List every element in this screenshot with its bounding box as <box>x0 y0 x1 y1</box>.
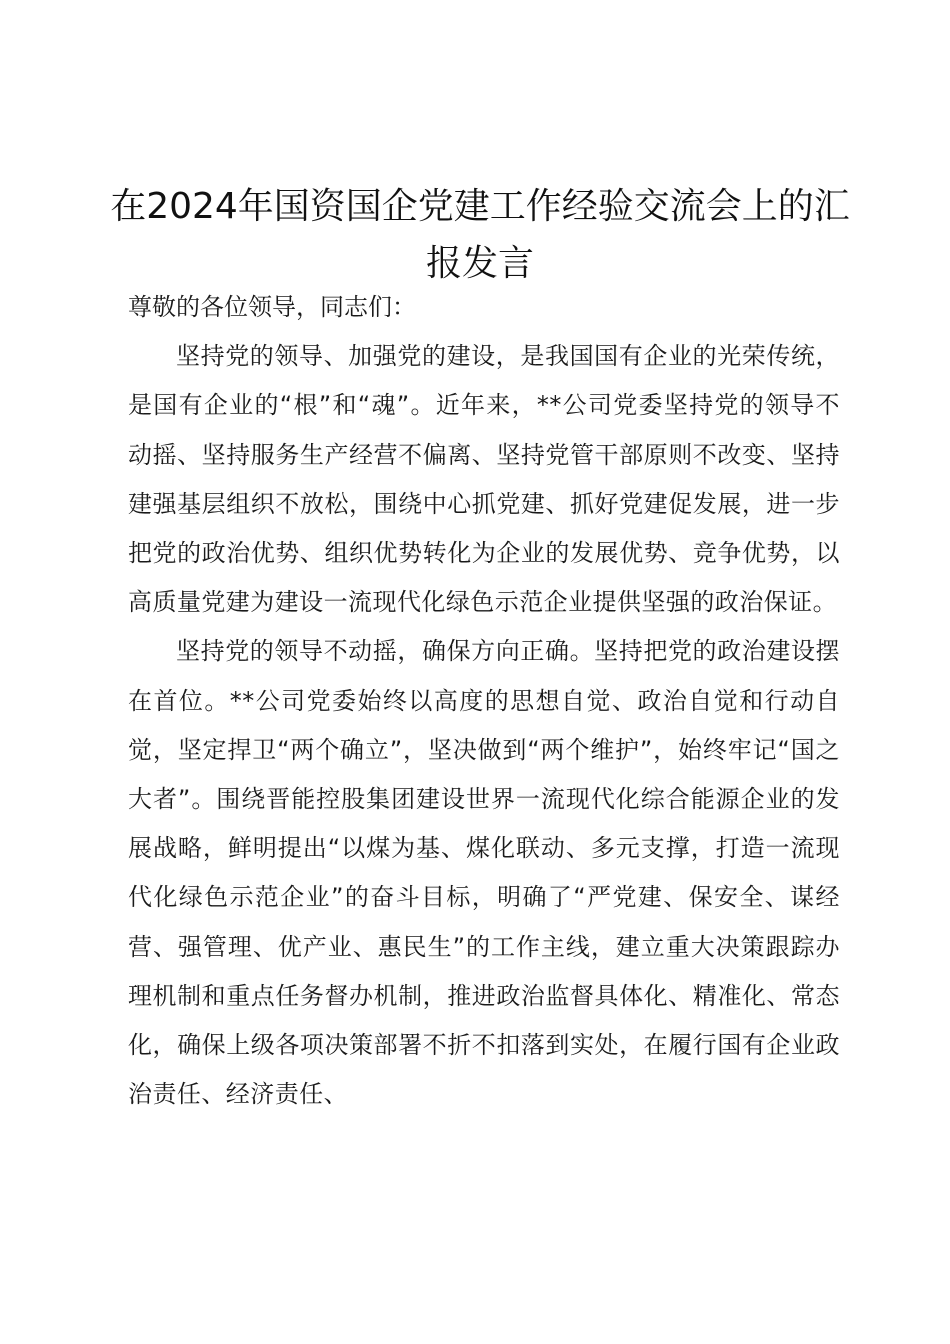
salutation: 尊敬的各位领导，同志们： <box>128 293 416 321</box>
paragraph-1: 坚持党的领导、加强党的建设，是我国国有企业的光荣传统，是国有企业的“根”和“魂”。近年来，**公司党委坚持党的领导不动摇、坚持服务生产经营不偏离、坚持党管干部原则不改变、坚持建强基层组织不放松，围绕中心抓党建、抓好党建促发展，进一步把党的政治优势、组织优势转化为企业的发展优势、竞争优势，以高质量党建为建设一流现代化绿色示范企业提供坚强的政治保证。 <box>128 342 840 617</box>
document-title: 在2024年国资国企党建工作经验交流会上的汇报发言 <box>110 186 850 284</box>
paragraph-2: 坚持党的领导不动摇，确保方向正确。坚持把党的政治建设摆在首位。**公司党委始终以高度的思想自觉、政治自觉和行动自觉，坚定捍卫“两个确立”，坚决做到“两个维护”，始终牢记“国之大者”。围绕晋能控股集团建设世界一流现代化综合能源企业的发展战略，鲜明提出“以煤为基、煤化联动、多元支撑，打造一流现代化绿色示范企业”的奋斗目标，明确了“严党建、保安全、谋经营、强管理、优产业、惠民生”的工作主线，建立重大决策跟踪办理机制和重点任务督办机制，推进政治监督具体化、精准化、常态化，确保上级各项决策部署不折不扣落到实处，在履行国有企业政治责任、经济责任、 <box>128 637 840 1109</box>
document-body <box>128 283 840 1119</box>
